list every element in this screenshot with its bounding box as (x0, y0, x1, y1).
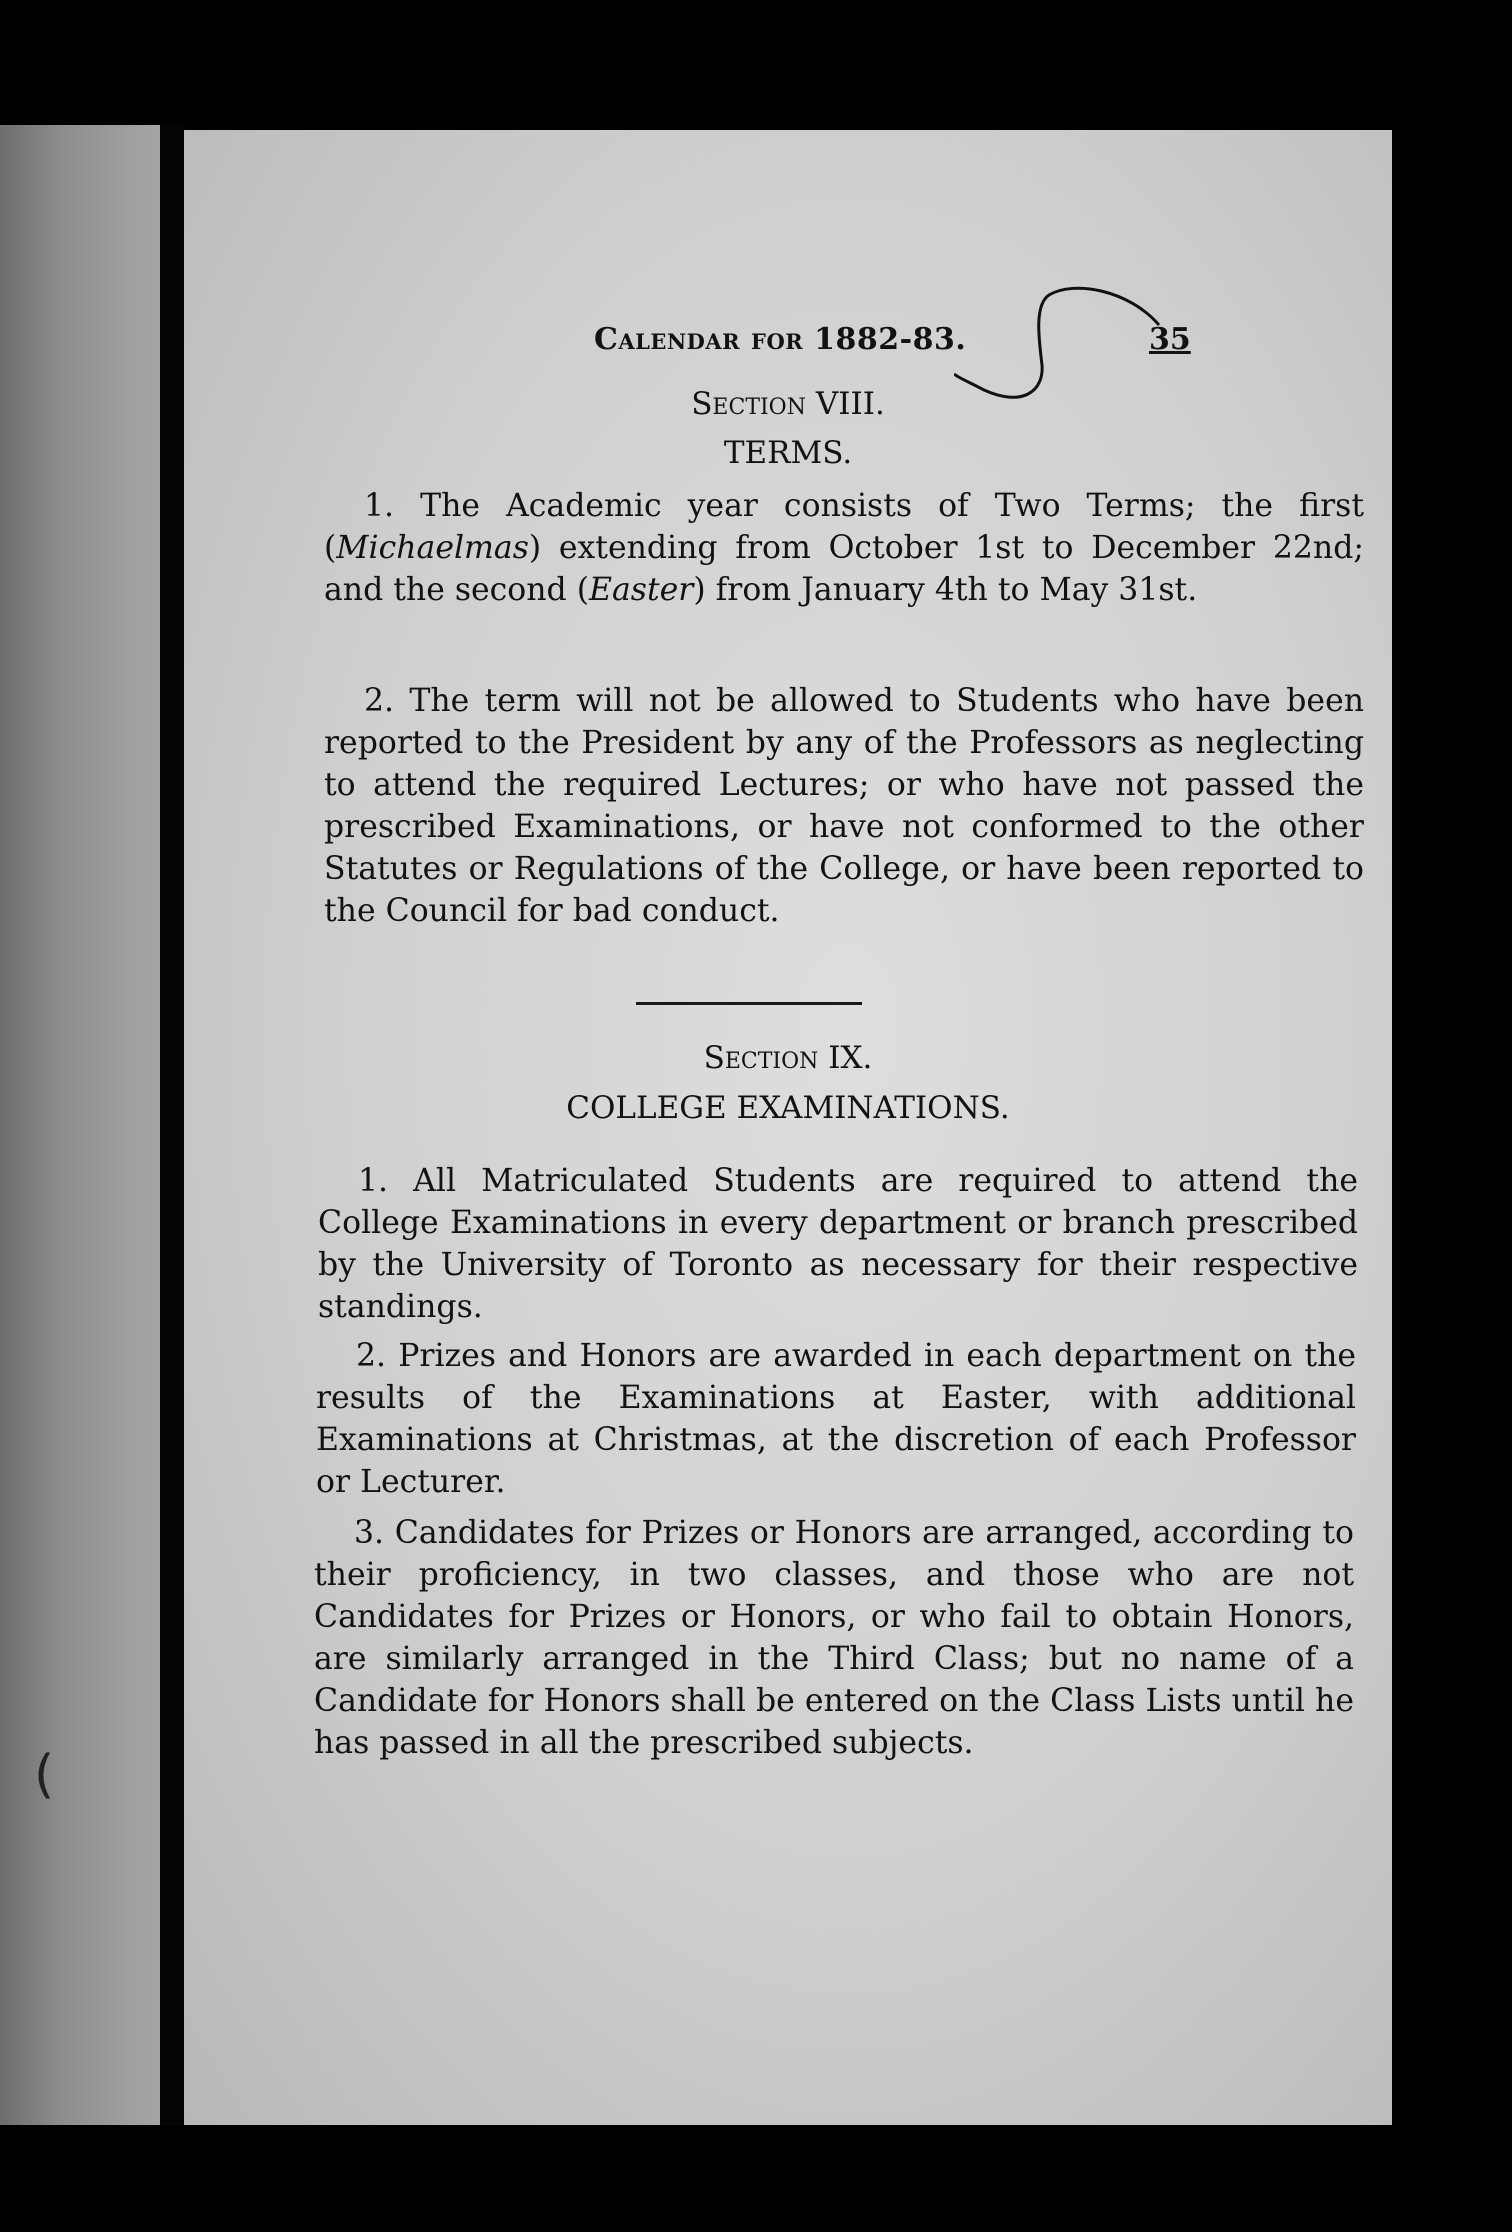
facing-page-edge (0, 125, 160, 2125)
facing-page-mark: ( (34, 1745, 55, 1805)
section-viii-paragraph-2: 2. The term will not be allowed to Students who have been reported to the President by any of the Professors as neglecting to attend the required Lectures; or who have not passed the prescribed Examinations, or have not conformed to the other Statutes or Regulations of the College, or have been reported to the Council for bad conduct. (324, 683, 1364, 929)
section-ix-paragraph-2: 2. Prizes and Honors are awarded in each department on the results of the Examinations at Easter, with additional Examinations at Christmas, at the discretion of each Professor or Lecturer. (316, 1338, 1356, 1500)
section-divider (636, 1002, 862, 1005)
page-number: 35 (1149, 322, 1191, 357)
section-ix-title: COLLEGE EXAMINATIONS. (566, 1090, 1010, 1126)
section-viii-paragraph-1: 1. The Academic year consists of Two Terms; the first (Michaelmas) extending from October 1st to December 22nd; and the second (Easter) from January 4th to May 31st. (324, 488, 1364, 608)
section-viii-heading: Section VIII. (691, 386, 885, 422)
section-ix-paragraph-1: 1. All Matriculated Students are required to attend the College Examinations in every department or branch prescribed by the University of Toronto as necessary for their respective standings. (318, 1163, 1358, 1325)
book-page (184, 130, 1392, 2125)
section-ix-heading: Section IX. (703, 1040, 873, 1076)
running-header: Calendar for 1882-83. (594, 322, 967, 357)
section-viii-title: TERMS. (723, 435, 853, 471)
section-ix-paragraph-3: 3. Candidates for Prizes or Honors are arranged, according to their proficiency, in two classes, and those who are not Candidates for Prizes or Honors, or who fail to obtain Honors, are similarly arranged in the Third Class; but no name of a Candidate for Honors shall be entered on the Class Lists until he has passed in all the prescribed subjects. (314, 1515, 1354, 1761)
book-gutter (160, 125, 184, 2125)
